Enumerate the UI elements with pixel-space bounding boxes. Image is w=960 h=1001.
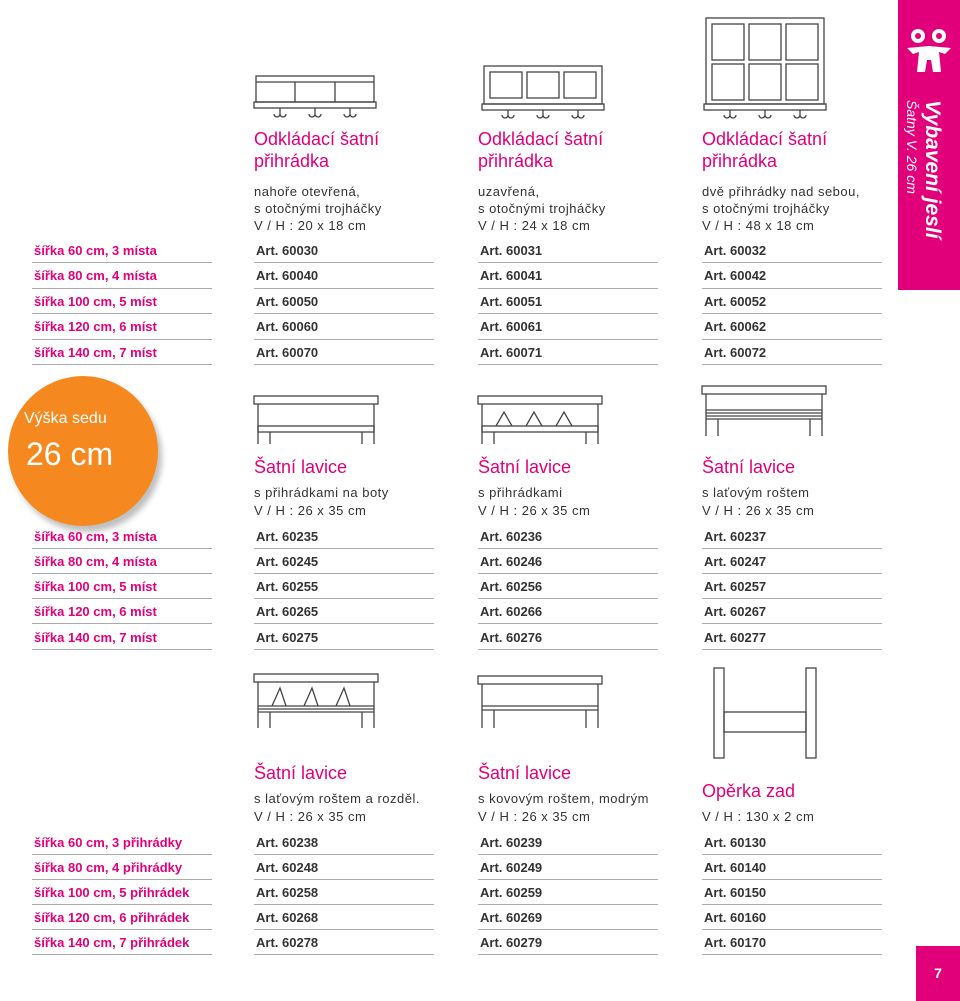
bench-slatted-illustration: [698, 382, 830, 442]
art-number: Art. 60238: [256, 835, 319, 850]
product-desc: s otočnými trojháčky: [702, 201, 830, 216]
row-divider: [702, 649, 882, 650]
row-divider: [702, 929, 882, 930]
art-number: Art. 60266: [480, 604, 543, 619]
row-divider: [32, 929, 212, 930]
art-number: Art. 60130: [704, 835, 767, 850]
badge-label: Výška sedu: [24, 410, 107, 427]
art-number: Art. 60150: [704, 885, 767, 900]
page-number: 7: [916, 946, 960, 1001]
row-divider: [254, 649, 434, 650]
row-divider: [478, 929, 658, 930]
product-desc: s přihrádkami na boty: [254, 485, 389, 500]
row-label: šířka 140 cm, 7 míst: [34, 345, 157, 360]
bench-shoe-compartments-illustration: [250, 392, 382, 448]
art-number: Art. 60258: [256, 885, 319, 900]
row-label: šířka 80 cm, 4 přihrádky: [34, 860, 183, 875]
product-title: Šatní lavice: [478, 763, 572, 783]
row-label: šířka 120 cm, 6 míst: [34, 604, 157, 619]
row-divider: [702, 954, 882, 955]
art-number: Art. 60265: [256, 604, 319, 619]
art-number: Art. 60257: [704, 579, 767, 594]
bench-compartments-illustration: [474, 392, 606, 448]
art-number: Art. 60051: [480, 294, 543, 309]
badge-value: 26 cm: [26, 436, 114, 472]
row-divider: [702, 854, 882, 855]
product-desc: s laťovým roštem a rozděl.: [254, 791, 420, 806]
row-divider: [702, 339, 882, 340]
art-number: Art. 60249: [480, 860, 543, 875]
row-divider: [702, 598, 882, 599]
product-dimensions: V / H : 26 x 35 cm: [254, 503, 367, 518]
row-divider: [254, 854, 434, 855]
row-divider: [32, 954, 212, 955]
row-divider: [32, 598, 212, 599]
row-divider: [254, 929, 434, 930]
row-divider: [478, 954, 658, 955]
row-divider: [32, 854, 212, 855]
art-number: Art. 60239: [480, 835, 543, 850]
row-divider: [702, 904, 882, 905]
row-divider: [32, 313, 212, 314]
product-title: Odkládací šatní přihrádka: [702, 129, 828, 171]
row-divider: [478, 854, 658, 855]
row-divider: [478, 623, 658, 624]
art-number: Art. 60170: [704, 935, 767, 950]
row-divider: [478, 313, 658, 314]
shelf-open-illustration: [250, 72, 380, 122]
row-divider: [702, 548, 882, 549]
side-tab-subtitle: Šatny V. 26 cm: [904, 100, 920, 194]
art-number: Art. 60255: [256, 579, 319, 594]
product-desc: uzavřená,: [478, 184, 540, 199]
product-title: Šatní lavice: [254, 457, 348, 477]
art-number: Art. 60042: [704, 268, 767, 283]
row-label: šířka 100 cm, 5 přihrádek: [34, 885, 190, 900]
art-number: Art. 60050: [256, 294, 319, 309]
row-divider: [32, 623, 212, 624]
art-number: Art. 60248: [256, 860, 319, 875]
row-label: šířka 120 cm, 6 míst: [34, 319, 157, 334]
art-number: Art. 60140: [704, 860, 767, 875]
row-divider: [32, 904, 212, 905]
bench-slatted-dividers-illustration: [250, 670, 382, 734]
shelf-double-illustration: [700, 14, 830, 122]
art-number: Art. 60072: [704, 345, 767, 360]
row-divider: [478, 573, 658, 574]
art-number: Art. 60060: [256, 319, 319, 334]
product-dimensions: V / H : 26 x 35 cm: [478, 503, 591, 518]
art-number: Art. 60237: [704, 529, 767, 544]
row-divider: [702, 879, 882, 880]
art-number: Art. 60160: [704, 910, 767, 925]
art-number: Art. 60071: [480, 345, 543, 360]
row-divider: [478, 879, 658, 880]
row-divider: [254, 364, 434, 365]
art-number: Art. 60269: [480, 910, 543, 925]
row-divider: [478, 262, 658, 263]
row-divider: [254, 623, 434, 624]
product-desc: s kovovým roštem, modrým: [478, 791, 649, 806]
row-label: šířka 100 cm, 5 míst: [34, 294, 157, 309]
row-divider: [702, 364, 882, 365]
product-desc: nahoře otevřená,: [254, 184, 361, 199]
art-number: Art. 60041: [480, 268, 543, 283]
product-desc: s přihrádkami: [478, 485, 563, 500]
product-dimensions: V / H : 130 x 2 cm: [702, 809, 815, 824]
row-divider: [32, 649, 212, 650]
side-tab-text: [902, 100, 944, 239]
product-dimensions: V / H : 26 x 35 cm: [478, 809, 591, 824]
art-number: Art. 60031: [480, 243, 543, 258]
row-divider: [478, 548, 658, 549]
art-number: Art. 60256: [480, 579, 543, 594]
art-number: Art. 60275: [256, 630, 319, 645]
row-divider: [702, 262, 882, 263]
art-number: Art. 60267: [704, 604, 767, 619]
row-divider: [32, 573, 212, 574]
row-divider: [478, 598, 658, 599]
row-divider: [32, 548, 212, 549]
row-divider: [254, 288, 434, 289]
row-label: šířka 60 cm, 3 místa: [34, 243, 157, 258]
row-divider: [32, 879, 212, 880]
product-title: Opěrka zad: [702, 781, 796, 801]
row-divider: [254, 879, 434, 880]
product-title: Odkládací šatní přihrádka: [254, 129, 380, 171]
row-divider: [702, 313, 882, 314]
art-number: Art. 60235: [256, 529, 319, 544]
product-desc: s otočnými trojháčky: [254, 201, 382, 216]
product-desc: dvě přihrádky nad sebou,: [702, 184, 860, 199]
row-divider: [702, 573, 882, 574]
art-number: Art. 60030: [256, 243, 319, 258]
row-divider: [478, 649, 658, 650]
side-tab: [898, 0, 960, 290]
product-title: Šatní lavice: [702, 457, 796, 477]
art-number: Art. 60062: [704, 319, 767, 334]
art-number: Art. 60247: [704, 554, 767, 569]
side-tab-title: Vybavení jeslí: [921, 100, 944, 239]
row-divider: [702, 623, 882, 624]
art-number: Art. 60245: [256, 554, 319, 569]
product-dimensions: V / H : 20 x 18 cm: [254, 218, 367, 233]
art-number: Art. 60052: [704, 294, 767, 309]
row-divider: [254, 262, 434, 263]
product-dimensions: V / H : 48 x 18 cm: [702, 218, 815, 233]
row-divider: [254, 573, 434, 574]
art-number: Art. 60259: [480, 885, 543, 900]
art-number: Art. 60061: [480, 319, 543, 334]
row-divider: [32, 364, 212, 365]
art-number: Art. 60032: [704, 243, 767, 258]
row-divider: [478, 288, 658, 289]
product-dimensions: V / H : 26 x 35 cm: [702, 503, 815, 518]
row-label: šířka 100 cm, 5 míst: [34, 579, 157, 594]
row-divider: [254, 954, 434, 955]
row-label: šířka 60 cm, 3 přihrádky: [34, 835, 183, 850]
row-divider: [254, 904, 434, 905]
row-divider: [32, 288, 212, 289]
row-divider: [254, 598, 434, 599]
bench-metal-grid-illustration: [474, 672, 606, 734]
row-divider: [254, 548, 434, 549]
product-dimensions: V / H : 24 x 18 cm: [478, 218, 591, 233]
product-desc: s otočnými trojháčky: [478, 201, 606, 216]
art-number: Art. 60070: [256, 345, 319, 360]
row-divider: [478, 904, 658, 905]
art-number: Art. 60278: [256, 935, 319, 950]
art-number: Art. 60279: [480, 935, 543, 950]
row-label: šířka 140 cm, 7 přihrádek: [34, 935, 190, 950]
shelf-closed-illustration: [478, 62, 608, 122]
row-divider: [254, 339, 434, 340]
product-title: Odkládací šatní přihrádka: [478, 129, 604, 171]
art-number: Art. 60276: [480, 630, 543, 645]
row-divider: [254, 313, 434, 314]
art-number: Art. 60268: [256, 910, 319, 925]
kids-logo-icon: [901, 26, 957, 76]
art-number: Art. 60277: [704, 630, 767, 645]
row-divider: [478, 339, 658, 340]
product-title: Šatní lavice: [478, 457, 572, 477]
row-divider: [702, 288, 882, 289]
row-divider: [32, 262, 212, 263]
backrest-illustration: [700, 662, 830, 762]
product-title: Šatní lavice: [254, 763, 348, 783]
seat-height-badge: [8, 376, 158, 526]
art-number: Art. 60236: [480, 529, 543, 544]
product-dimensions: V / H : 26 x 35 cm: [254, 809, 367, 824]
row-divider: [478, 364, 658, 365]
row-label: šířka 60 cm, 3 místa: [34, 529, 157, 544]
row-label: šířka 80 cm, 4 místa: [34, 554, 157, 569]
row-divider: [32, 339, 212, 340]
row-label: šířka 120 cm, 6 přihrádek: [34, 910, 190, 925]
product-desc: s laťovým roštem: [702, 485, 810, 500]
row-label: šířka 80 cm, 4 místa: [34, 268, 157, 283]
row-label: šířka 140 cm, 7 míst: [34, 630, 157, 645]
art-number: Art. 60040: [256, 268, 319, 283]
art-number: Art. 60246: [480, 554, 543, 569]
